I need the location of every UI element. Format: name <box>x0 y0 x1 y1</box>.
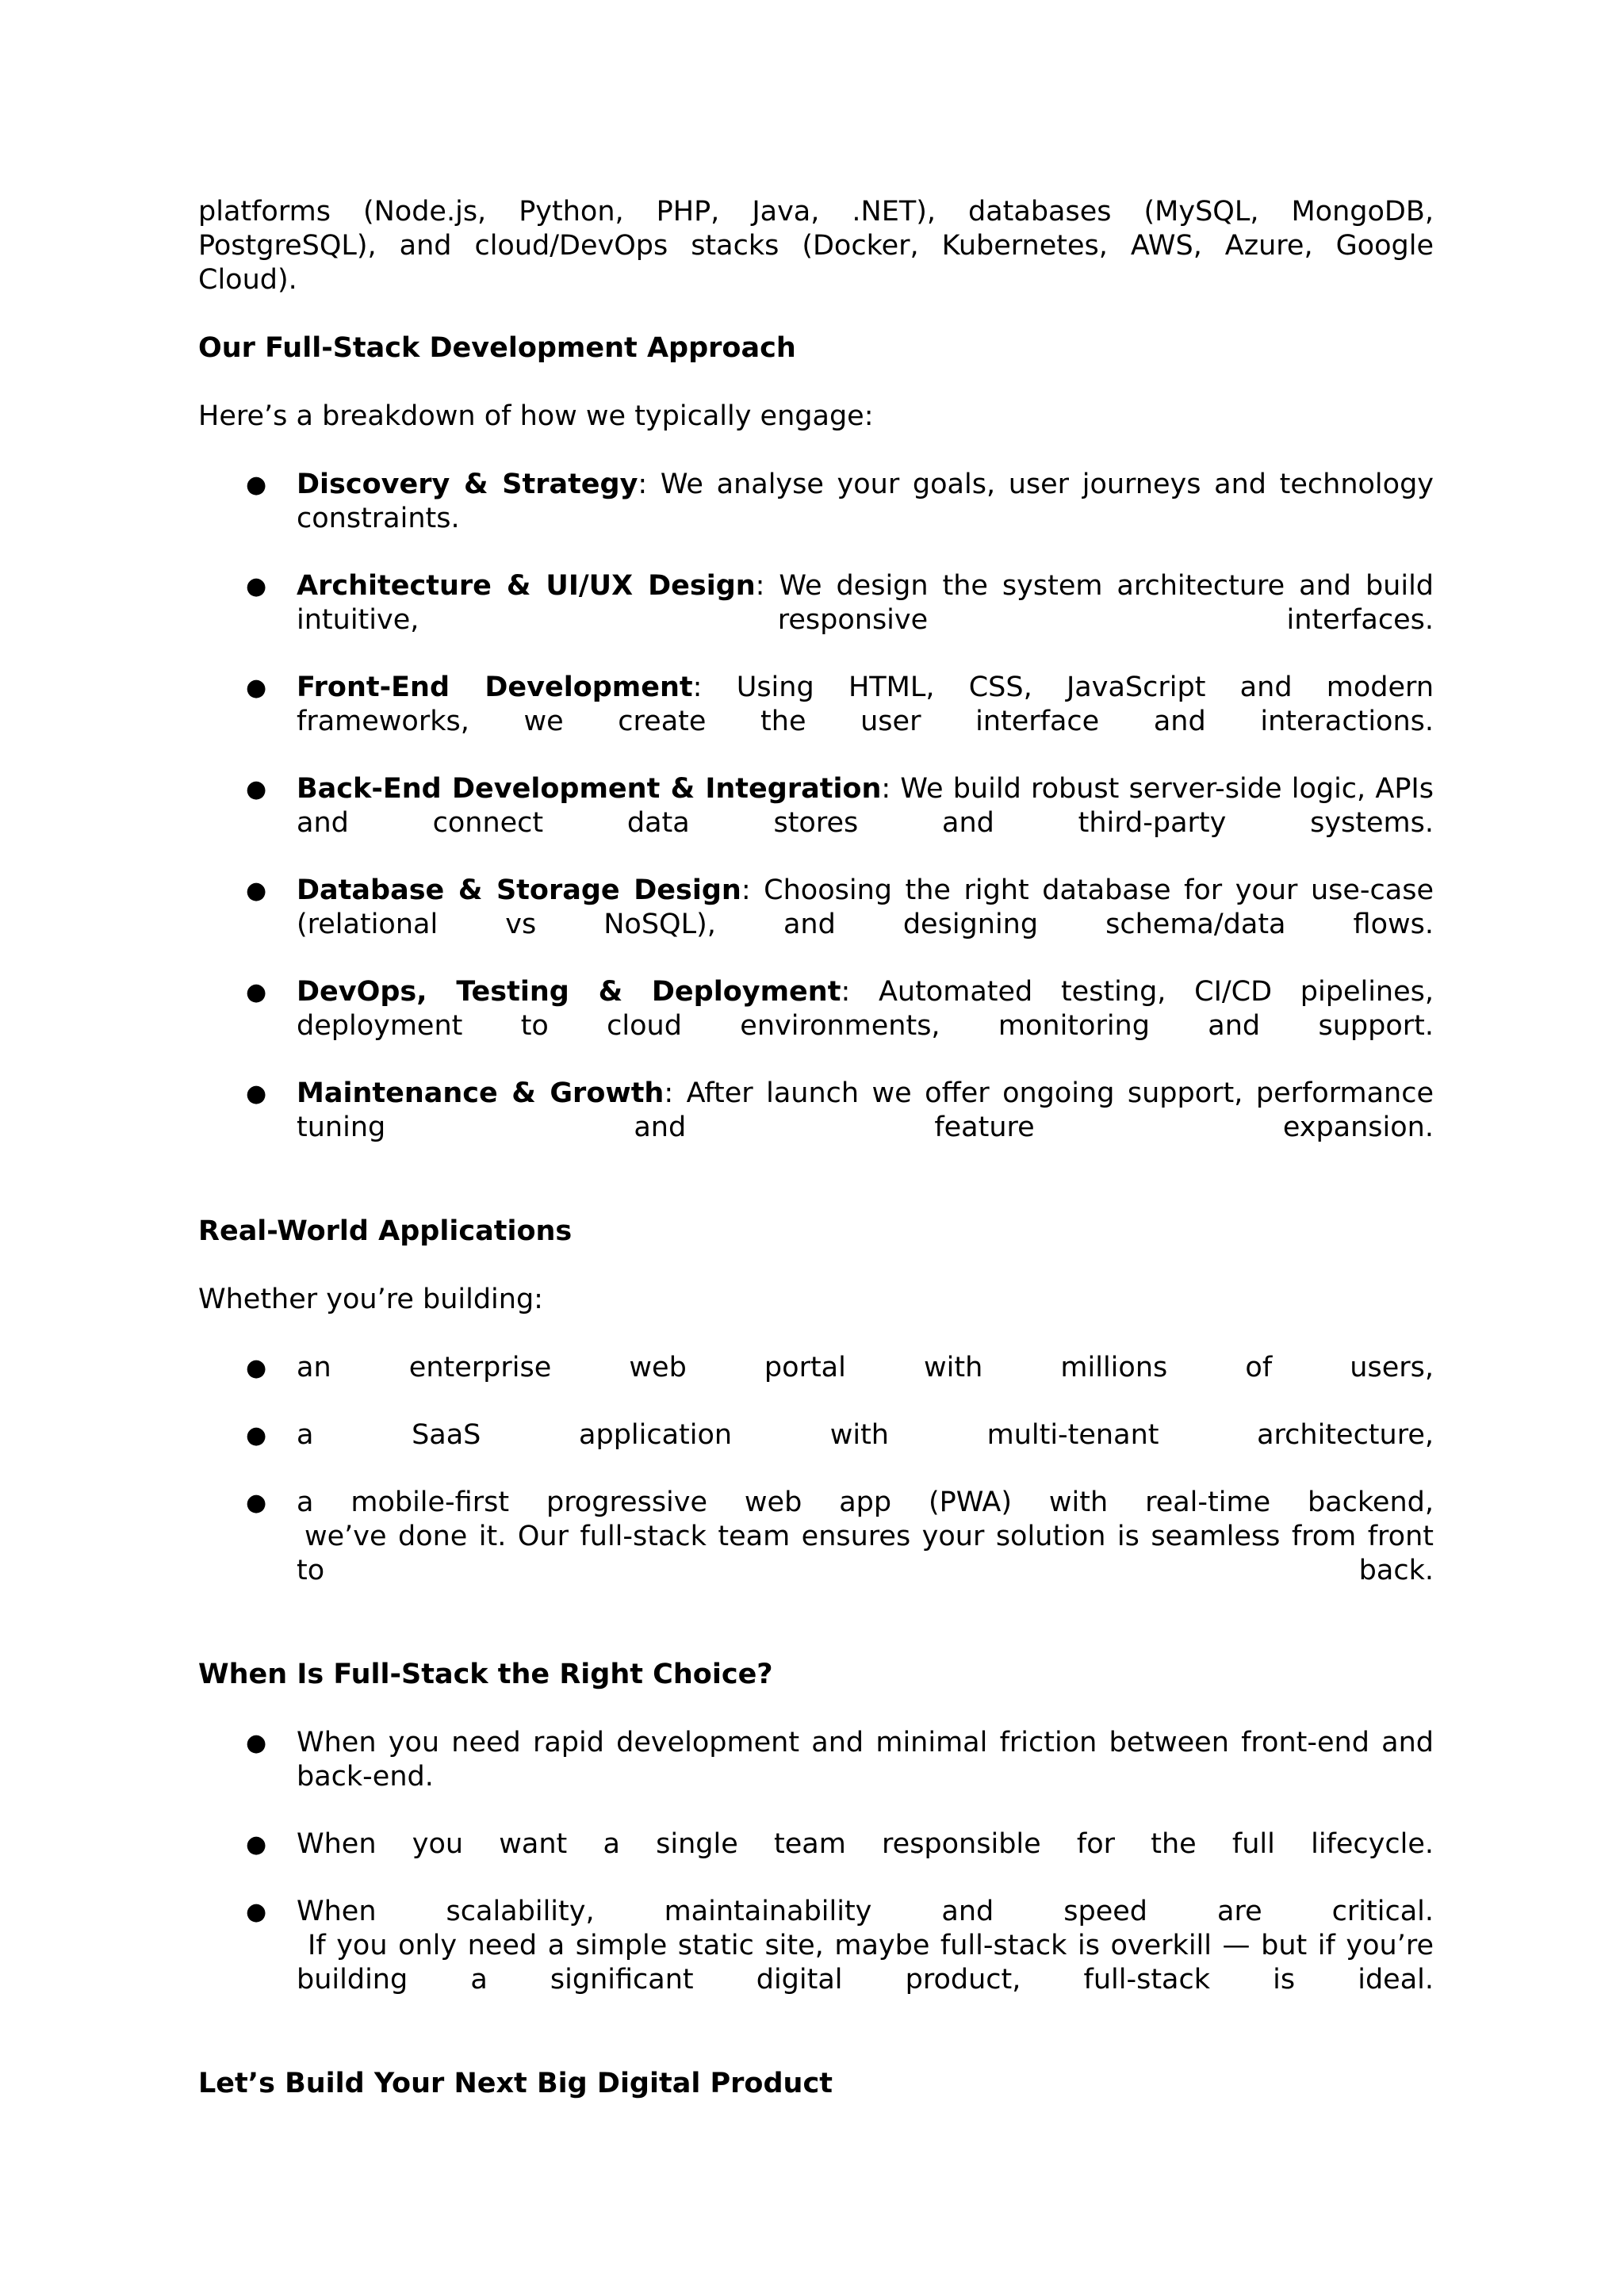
applications-list <box>198 1351 1434 1588</box>
item-term: Front-End Development <box>297 672 693 703</box>
applications-lead: Whether you’re building: <box>198 1284 543 1315</box>
list-item <box>198 874 1434 942</box>
item-text-cont: tuning and feature expansion. <box>297 1112 1434 1143</box>
choice-follow-line-2: building a significant digital product, full-stack is ideal. <box>297 1964 1434 1996</box>
bullet-icon: ● <box>246 1898 267 1926</box>
item-term: Back-End Development & Integration <box>297 773 882 805</box>
bullet-icon: ● <box>246 978 267 1006</box>
item-text: When you need rapid development and minimal friction between front-end and <box>297 1727 1434 1758</box>
section-heading-closing: Let’s Build Your Next Big Digital Product <box>198 2068 833 2099</box>
document-body <box>198 195 1434 2101</box>
item-term: Database & Storage Design <box>297 874 741 906</box>
item-text: an enterprise web portal with millions of users, <box>297 1352 1434 1383</box>
list-item <box>198 569 1434 637</box>
item-term: Architecture & UI/UX Design <box>297 570 756 602</box>
bullet-icon: ● <box>246 471 267 499</box>
approach-list <box>198 468 1434 1145</box>
bullet-icon: ● <box>246 877 267 905</box>
item-text-cont: constraints. <box>297 503 460 534</box>
bullet-icon: ● <box>246 1729 267 1757</box>
item-text: a SaaS application with multi-tenant architecture, <box>297 1419 1434 1451</box>
choice-list <box>198 1726 1434 1997</box>
applications-follow-line-2: to back. <box>297 1555 1434 1586</box>
bullet-icon: ● <box>246 1831 267 1858</box>
approach-lead: Here’s a breakdown of how we typically engage: <box>198 400 874 432</box>
bullet-icon: ● <box>246 1489 267 1517</box>
item-text: : After launch we offer ongoing support, performance <box>664 1077 1434 1109</box>
item-text: : We build robust server-side logic, APIs <box>881 773 1434 805</box>
bullet-icon: ● <box>246 674 267 702</box>
item-term: Discovery & Strategy <box>297 469 638 500</box>
item-term: Maintenance & Growth <box>297 1077 665 1109</box>
list-item <box>198 1895 1434 1997</box>
item-text-cont: intuitive, responsive interfaces. <box>297 604 1434 636</box>
item-text-cont: (relational vs NoSQL), and designing schema/data flows. <box>297 909 1434 940</box>
choice-follow-line-1: If you only need a simple static site, maybe full-stack is overkill — but if you’re <box>308 1930 1434 1961</box>
item-text: When scalability, maintainability and speed are critical. <box>297 1896 1434 1927</box>
item-text: : We analyse your goals, user journeys and technology <box>638 469 1434 500</box>
list-item <box>198 1418 1434 1452</box>
item-text: When you want a single team responsible for the full lifecycle. <box>297 1828 1434 1860</box>
list-item <box>198 772 1434 840</box>
section-heading-applications: Real-World Applications <box>198 1215 573 1247</box>
list-item <box>198 1077 1434 1145</box>
bullet-icon: ● <box>246 1354 267 1382</box>
list-item <box>198 468 1434 536</box>
list-item <box>198 1726 1434 1794</box>
intro-line-1: platforms (Node.js, Python, PHP, Java, .NET), databases (MySQL, MongoDB, <box>198 196 1434 228</box>
section-heading-choice: When Is Full-Stack the Right Choice? <box>198 1659 773 1690</box>
item-text-cont: deployment to cloud environments, monitoring and support. <box>297 1010 1434 1042</box>
list-item <box>198 671 1434 739</box>
list-item <box>198 975 1434 1043</box>
list-item <box>198 1827 1434 1862</box>
list-item <box>198 1351 1434 1385</box>
item-text: : Choosing the right database for your use-case <box>741 874 1434 906</box>
item-text: a mobile-first progressive web app (PWA) with real-time backend, <box>297 1487 1434 1518</box>
item-text: : Automated testing, CI/CD pipelines, <box>841 976 1434 1008</box>
bullet-icon: ● <box>246 572 267 600</box>
list-item <box>198 1486 1434 1588</box>
item-text: : We design the system architecture and build <box>755 570 1434 602</box>
item-text: : Using HTML, CSS, JavaScript and modern <box>692 672 1434 703</box>
intro-line-3: Cloud). <box>198 264 297 296</box>
bullet-icon: ● <box>246 1422 267 1449</box>
item-text-cont: frameworks, we create the user interface and interactions. <box>297 706 1434 737</box>
item-text-cont: back-end. <box>297 1761 434 1793</box>
bullet-icon: ● <box>246 1080 267 1108</box>
bullet-icon: ● <box>246 775 267 803</box>
item-term: DevOps, Testing & Deployment <box>297 976 841 1008</box>
section-heading-approach: Our Full-Stack Development Approach <box>198 332 796 364</box>
intro-line-2: PostgreSQL), and cloud/DevOps stacks (Docker, Kubernetes, AWS, Azure, Google <box>198 230 1434 262</box>
applications-follow-line-1: we’ve done it. Our full-stack team ensures your solution is seamless from front <box>304 1521 1434 1552</box>
item-text-cont: and connect data stores and third-party systems. <box>297 807 1434 839</box>
